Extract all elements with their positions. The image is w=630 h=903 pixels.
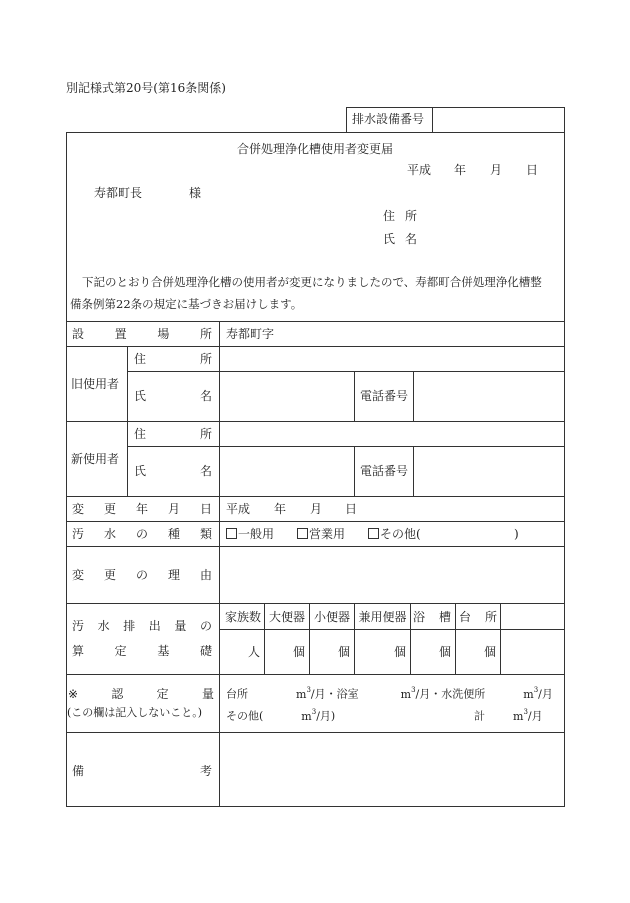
grid-h-3 (127, 371, 565, 372)
change-date-month: 月 (310, 502, 323, 516)
statement-line-2: 備条例第22条の規定に基づきお届けします。 (70, 297, 303, 311)
sewage-type-label: 汚 水 の 種 類 (72, 527, 212, 541)
drain-box-divider (432, 107, 433, 132)
checkbox-icon (297, 528, 308, 539)
grid-h-7 (66, 521, 565, 522)
form-number-label: 別記様式第20号(第16条関係) (66, 81, 226, 95)
grid-v-calc-6 (500, 603, 501, 674)
grid-h-10 (219, 629, 565, 630)
grid-h-1 (66, 321, 565, 322)
remarks-label: 備 考 (72, 764, 212, 778)
change-date-label: 変 更 年 月 日 (72, 502, 212, 516)
sewage-option-other[interactable]: その他( (368, 528, 421, 540)
grid-v-sub (127, 346, 128, 496)
reason-label: 変 更 の 理 由 (72, 568, 212, 582)
grid-v-phone2-b (413, 446, 414, 496)
sewage-option-business[interactable]: 営業用 (297, 528, 345, 540)
location-field[interactable] (280, 324, 560, 342)
grid-h-4 (66, 421, 565, 422)
new-user-phone-field[interactable] (418, 455, 560, 485)
frame-top (66, 132, 565, 133)
unit-kitchen: 個 (484, 645, 497, 659)
grid-h-2 (66, 346, 565, 347)
header-bath: 浴 槽 (413, 610, 451, 624)
grid-h-6 (66, 496, 565, 497)
change-date-year: 年 (274, 502, 287, 516)
location-value: 寿都町字 (226, 327, 275, 341)
grid-v-phone2-a (354, 446, 355, 496)
grid-h-9 (66, 603, 565, 604)
grid-v-phone1-b (413, 371, 414, 421)
grid-h-8 (66, 546, 565, 547)
new-user-address-label: 住 所 (134, 427, 212, 441)
approved-line-1: 台所 $m^3/$月・浴室 $m^3/$月・水洗便所 $m^3/$月 (226, 686, 553, 701)
checkbox-icon (368, 528, 379, 539)
header-family: 家族数 (224, 610, 261, 624)
approved-note: (この欄は記入しないこと。) (67, 706, 203, 719)
grid-v-calc-5 (455, 603, 456, 674)
statement-line-1: 下記のとおり合併処理浄化槽の使用者が変更になりましたので、寿都町合併処理浄化槽整 (82, 275, 542, 289)
old-user-name-label: 氏 名 (134, 389, 212, 403)
grid-v-main (219, 321, 220, 807)
grid-h-5 (127, 446, 565, 447)
header-urinal: 小便器 (313, 610, 350, 624)
grid-v-phone1-a (354, 371, 355, 421)
unit-person: 人 (248, 645, 261, 659)
approved-line-2: その他( $m^3/$月) (226, 708, 336, 723)
sewage-option-general[interactable]: 一般用 (226, 528, 274, 540)
unit-bath: 個 (439, 645, 452, 659)
applicant-address-field[interactable] (424, 206, 560, 224)
sewage-other-close: ) (514, 527, 519, 541)
old-user-phone-label: 電話番号 (360, 389, 409, 403)
old-user-phone-field[interactable] (418, 380, 560, 410)
drain-box-left (346, 107, 347, 132)
header-kitchen: 台 所 (459, 610, 497, 624)
drain-number-label: 排水設備番号 (352, 112, 425, 126)
new-user-name-field[interactable] (224, 455, 350, 485)
header-combined: 兼用便器 (358, 610, 407, 624)
discharge-label-2: 算 定 基 礎 (72, 644, 212, 658)
change-date-day: 日 (345, 502, 358, 516)
new-user-label: 新使用者 (71, 452, 120, 466)
unit-combined: 個 (394, 645, 407, 659)
date-month-label: 月 (490, 163, 503, 177)
date-day-label: 日 (526, 163, 539, 177)
addressee: 寿都町長 (94, 186, 143, 200)
frame-right (564, 132, 565, 807)
new-user-phone-label: 電話番号 (360, 464, 409, 478)
new-user-name-label: 氏 名 (134, 464, 212, 478)
applicant-address-label: 住 所 (383, 209, 417, 223)
applicant-name-label: 氏 名 (383, 232, 417, 246)
drain-number-field[interactable] (436, 110, 560, 128)
checkbox-icon (226, 528, 237, 539)
location-label: 設 置 場 所 (72, 327, 212, 341)
grid-v-calc-4 (410, 603, 411, 674)
grid-h-12 (66, 732, 565, 733)
discharge-label-1: 汚 水 排 出 量 の (72, 619, 212, 633)
form-title: 合併処理浄化槽使用者変更届 (236, 142, 393, 156)
old-user-name-field[interactable] (224, 380, 350, 410)
new-user-address-field[interactable] (224, 424, 560, 442)
old-user-label: 旧使用者 (71, 377, 120, 391)
reason-field[interactable] (224, 550, 560, 599)
date-year-label: 年 (454, 163, 467, 177)
unit-toilet: 個 (293, 645, 306, 659)
remarks-field[interactable] (224, 736, 560, 802)
drain-box-right (564, 107, 565, 132)
frame-bottom (66, 806, 565, 807)
drain-box-top (346, 107, 565, 108)
old-user-address-field[interactable] (224, 349, 560, 367)
applicant-name-field[interactable] (424, 229, 560, 247)
date-era: 平成 (407, 163, 432, 177)
honorific: 様 (189, 186, 202, 200)
approved-label: ※ 認 定 量 (68, 687, 214, 701)
header-toilet: 大便器 (268, 610, 305, 624)
approved-total: 計 $m^3/$月 (474, 708, 543, 723)
old-user-address-label: 住 所 (134, 352, 212, 366)
change-date-era: 平成 (226, 502, 251, 516)
unit-urinal: 個 (338, 645, 351, 659)
grid-h-11 (66, 674, 565, 675)
